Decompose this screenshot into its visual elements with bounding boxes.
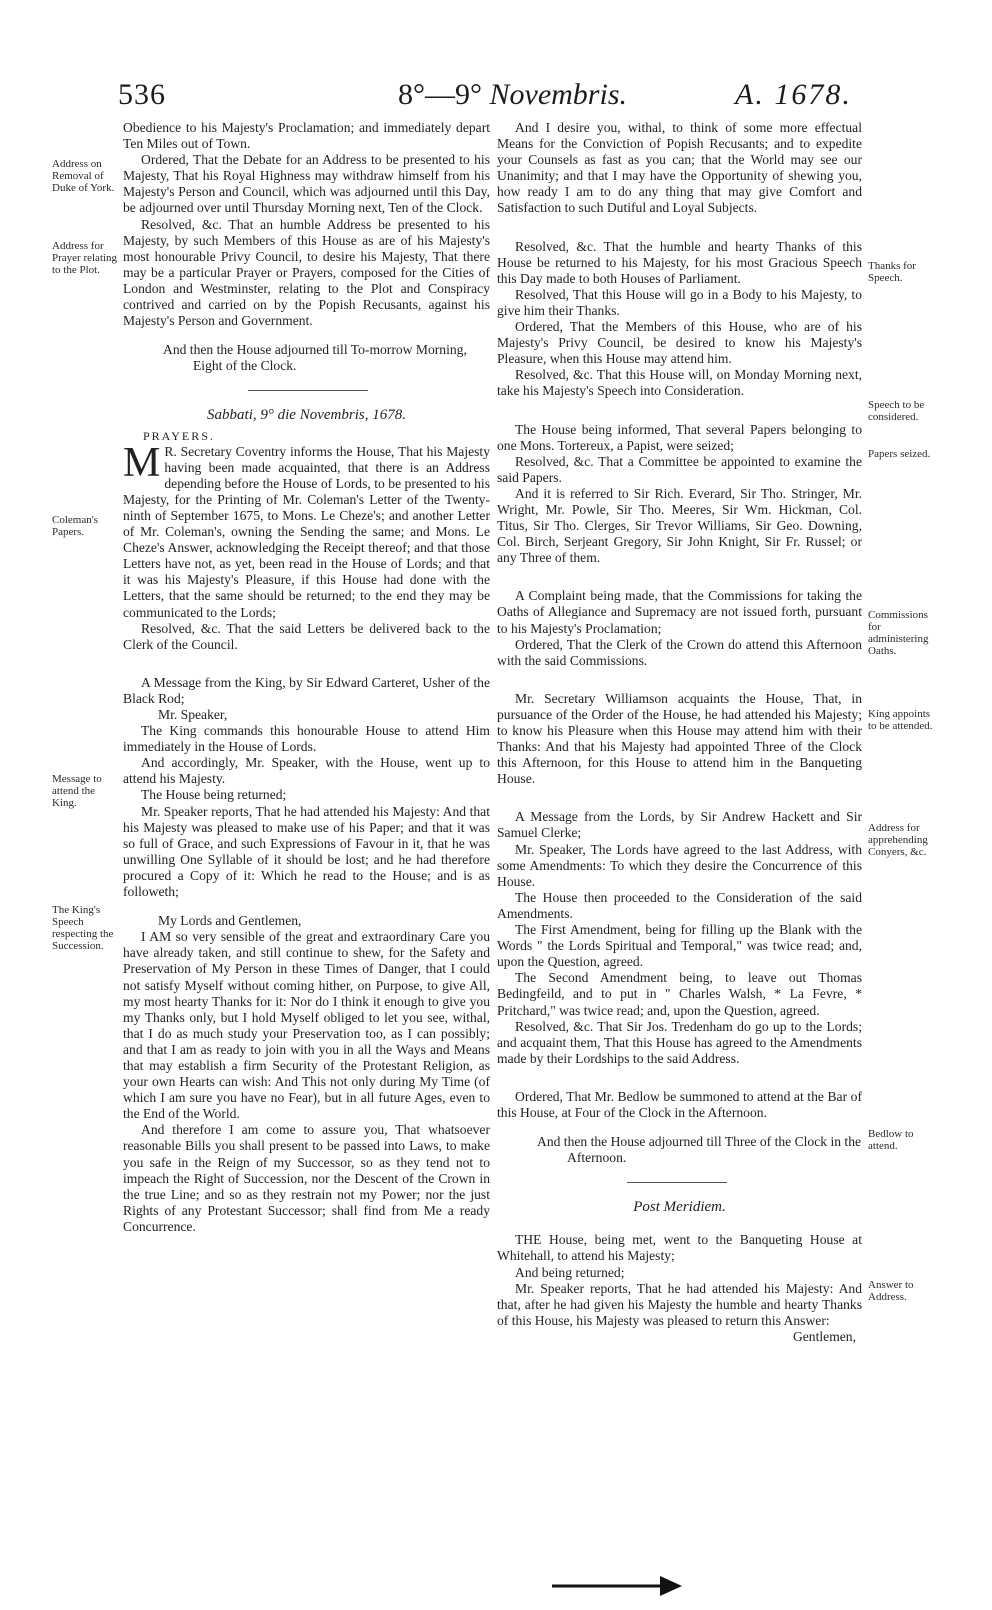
right-column: [497, 120, 862, 1345]
paragraph: Resolved, That this House will go in a Body to his Majesty, to give him their Thanks.: [497, 286, 862, 318]
section-divider: [248, 390, 368, 391]
paragraph: Ordered, That Mr. Bedlow be summoned to attend at the Bar of this House, at Four of the Clock in the Afternoon.: [497, 1088, 862, 1120]
margin-note: King appoints to be attended.: [868, 708, 933, 732]
paragraph: And being returned;: [515, 1264, 625, 1280]
paragraph: Resolved, &c. That the humble and hearty Thanks of this House be returned to his Majesty, for his most Gracious Speech this Day made to both Houses of Parliament.: [497, 238, 862, 286]
paragraph: And it is referred to Sir Rich. Everard, Sir Tho. Stringer, Mr. Wright, Mr. Powle, Sir Tho. Meeres, Sir Wm. Hickman, Col. Titus, Sir Tho. Clerges, Sir Trevor Williams, Sir Geo. Downing, Col. Birch, Serjeant Gregory, Sir John Knight, Sir Fr. Russel; or any Three of them.: [497, 485, 862, 566]
adjournment-note: And then the House adjourned till Three of the Clock in the Afternoon.: [537, 1134, 862, 1166]
prayers-heading: PRAYERS.: [143, 428, 215, 443]
paragraph: Obedience to his Majesty's Proclamation; and immediately depart Ten Miles out of Town.: [123, 120, 490, 152]
drop-cap: M: [123, 439, 161, 486]
margin-note: Address on Removal of Duke of York.: [52, 158, 115, 194]
paragraph: And I desire you, withal, to think of some more effectual Means for the Conviction of Popish Recusants; and to expedite your Counsels as fast as you can; that the World may see our Unanimity; and that I may have the Opportunity of shewing you, how ready I am to do any thing that may give Comfort and Satisfaction to such Dutiful and Loyal Subjects.: [497, 120, 862, 216]
paragraph: The House then proceeded to the Consideration of the said Amendments.: [497, 889, 862, 921]
margin-note: Address for Prayer relating to the Plot.: [52, 240, 118, 276]
date-word: Novembris.: [489, 78, 627, 111]
margin-note: Answer to Address.: [868, 1279, 914, 1303]
paragraph: The House being informed, That several Papers belonging to one Mons. Tortereux, a Papist, were seized;: [497, 421, 862, 453]
day-heading: Sabbati, 9° die Novembris, 1678.: [207, 407, 406, 424]
margin-note: Speech to be considered.: [868, 399, 925, 423]
paragraph: Ordered, That the Debate for an Address to be presented to his Majesty, That his Royal Highness may withdraw himself from his Majesty's Person and Council, which was adjourned until this Day, be adjourned over until Thursday Morning next, Ten of the Clock.: [123, 152, 490, 216]
margin-note: Message to attend the King.: [52, 773, 102, 809]
paragraph: I AM so very sensible of the great and extraordinary Care you have already taken, and still continue to shew, for the Safety and Preservation of My Person in these Times of Danger, that I could not satisfy Myself without coming hither, on Purpose, to give All, my most hearty Thanks for it: Nor do I think it enough to give you my Thanks only, but I hold Myself obliged to let you see, withal, that I do as much study your Preservation too, as I can possibly; and that I am as ready to join with you in all the Ways and Means that may establish a firm Security of the Protestant Religion, as your own Hearts can wish: And This not only during My Time (of which I am sure you have no Fear), but in all future Ages, even to the End of the World.: [123, 929, 490, 1122]
paragraph: A Message from the King, by Sir Edward Carteret, Usher of the Black Rod;: [123, 674, 490, 706]
margin-note: Thanks for Speech.: [868, 260, 916, 284]
paragraph: THE House, being met, went to the Banqueting House at Whitehall, to attend his Majesty;: [497, 1232, 862, 1264]
section-divider: [627, 1182, 727, 1183]
margin-note: Coleman's Papers.: [52, 514, 98, 538]
paragraph: Resolved, &c. That a Committee be appointed to examine the said Papers.: [497, 453, 862, 485]
paragraph: Mr. Speaker reports, That he had attended his Majesty: And that, after he had given his Majesty the humble and hearty Thanks of this House, his Majesty was pleased to return this Answer:: [497, 1280, 862, 1328]
paragraph: Mr. Speaker, The Lords have agreed to the last Address, with some Amendments: To which they desire the Concurrence of this House.: [497, 841, 862, 889]
paragraph: A Message from the Lords, by Sir Andrew Hackett and Sir Samuel Clerke;: [497, 809, 862, 841]
paragraph: A Complaint being made, that the Commissions for taking the Oaths of Allegiance and Supremacy are not issued forth, pursuant to his Majesty's Proclamation;: [497, 588, 862, 636]
margin-note: Papers seized.: [868, 448, 931, 460]
page-year: A. 1678.: [735, 78, 852, 111]
paragraph: [123, 439, 490, 621]
paragraph: Mr. Speaker reports, That he had attended his Majesty: And that his Majesty was pleased to make use of his Paper; and that it was so full of Grace, and such Expressions of Favour in it, that he was unwilling One Syllable of it should be lost; and he had therefore procured a Copy of it: Which he read to the House; and is as followeth;: [123, 803, 490, 900]
adjournment-note: And then the House adjourned till To-morrow Morning, Eight of the Clock.: [163, 342, 467, 374]
margin-note: Commissions for administering Oaths.: [868, 609, 929, 657]
margin-note: The King's Speech respecting the Succession.: [52, 904, 114, 952]
paragraph: The House being returned;: [141, 787, 287, 803]
margin-note: Address for apprehending Conyers, &c.: [868, 822, 928, 858]
paragraph: The First Amendment, being for filling up the Blank with the Words " the Lords Spiritual and Temporal," was twice read; and, upon the Question, agreed.: [497, 922, 862, 970]
catchword: Gentlemen,: [792, 1328, 856, 1344]
salutation: Mr. Speaker,: [158, 707, 228, 722]
arrow-icon: [552, 1574, 682, 1598]
post-meridiem-heading: Post Meridiem.: [633, 1199, 726, 1216]
paragraph: Ordered, That the Clerk of the Crown do attend this Afternoon with the said Commissions.: [497, 636, 862, 668]
page-date: [398, 78, 627, 112]
paragraph-text: R. Secretary Coventry informs the House, That his Majesty having been made acquainted, that there is an Address depending before the House of Lords, to be presented to his Majesty, for the Printing of Mr. Coleman's Letter of the Twenty-ninth of September 1675, to Mons. Le Cheze's; and another Letter of Mr. Coleman's, owning the Sending the same; and Mons. Le Cheze's Answer, acknowledging the Receipt thereof; and that those Letters have not, as yet, been read in the House of Lords; and that it was his Majesty's Pleasure, if this House had done with the Letters, that the same should be returned; to the end they may be communicated to the Lords;: [123, 443, 490, 620]
paragraph: And accordingly, Mr. Speaker, with the House, went up to attend his Majesty.: [123, 755, 490, 787]
paragraph: Resolved, &c. That Sir Jos. Tredenham do go up to the Lords; and acquaint them, That this House has agreed to the Amendments made by their Lordships to the said Address.: [497, 1018, 862, 1066]
paragraph: Ordered, That the Members of this House, who are of his Majesty's Privy Council, be desired to know his Majesty's Pleasure, when this House may attend him.: [497, 319, 862, 367]
date-prefix: 8°—9°: [398, 78, 482, 111]
paragraph: And therefore I am come to assure you, That whatsoever reasonable Bills you shall present to be passed into Laws, to make you safe in the Reign of my Successor, so as they tend not to impeach the Right of Succession, nor the Descent of the Crown in the true Line; and so as they restrain not my Power; nor the just Rights of any Protestant Successor; shall find from Me a ready Concurrence.: [123, 1122, 490, 1234]
margin-note: Bedlow to attend.: [868, 1128, 914, 1152]
paragraph: The King commands this honourable House to attend Him immediately in the House of Lords.: [123, 723, 490, 755]
page-number: 536: [118, 78, 166, 111]
paragraph: The Second Amendment being, to leave out Thomas Bedingfeild, and to put in " Charles Walsh, * La Fevre, * Pritchard," was twice read; and, upon the Question, agreed.: [497, 970, 862, 1018]
paragraph: Resolved, &c. That this House will, on Monday Morning next, take his Majesty's Speech into Consideration.: [497, 367, 862, 399]
left-column: [123, 120, 490, 1235]
paragraph: Resolved, &c. That an humble Address be presented to his Majesty, by such Members of this House as are of his Majesty's most honourable Privy Council, to desire his Majesty, That there may be a particular Prayer or Prayers, composed for the Cities of London and Westminster, relating to the Plot and Conspiracy contrived and carried on by the Popish Recusants, against his Majesty's Person and Government.: [123, 216, 490, 329]
salutation: My Lords and Gentlemen,: [158, 913, 302, 929]
paragraph: Resolved, &c. That the said Letters be delivered back to the Clerk of the Council.: [123, 620, 490, 652]
paragraph: Mr. Secretary Williamson acquaints the House, That, in pursuance of the Order of the House, he had attended his Majesty; to know his Pleasure when this House may attend him with their Thanks: And that his Majesty had appointed Three of the Clock this Afternoon, for this House to attend him in the Banqueting House.: [497, 690, 862, 787]
